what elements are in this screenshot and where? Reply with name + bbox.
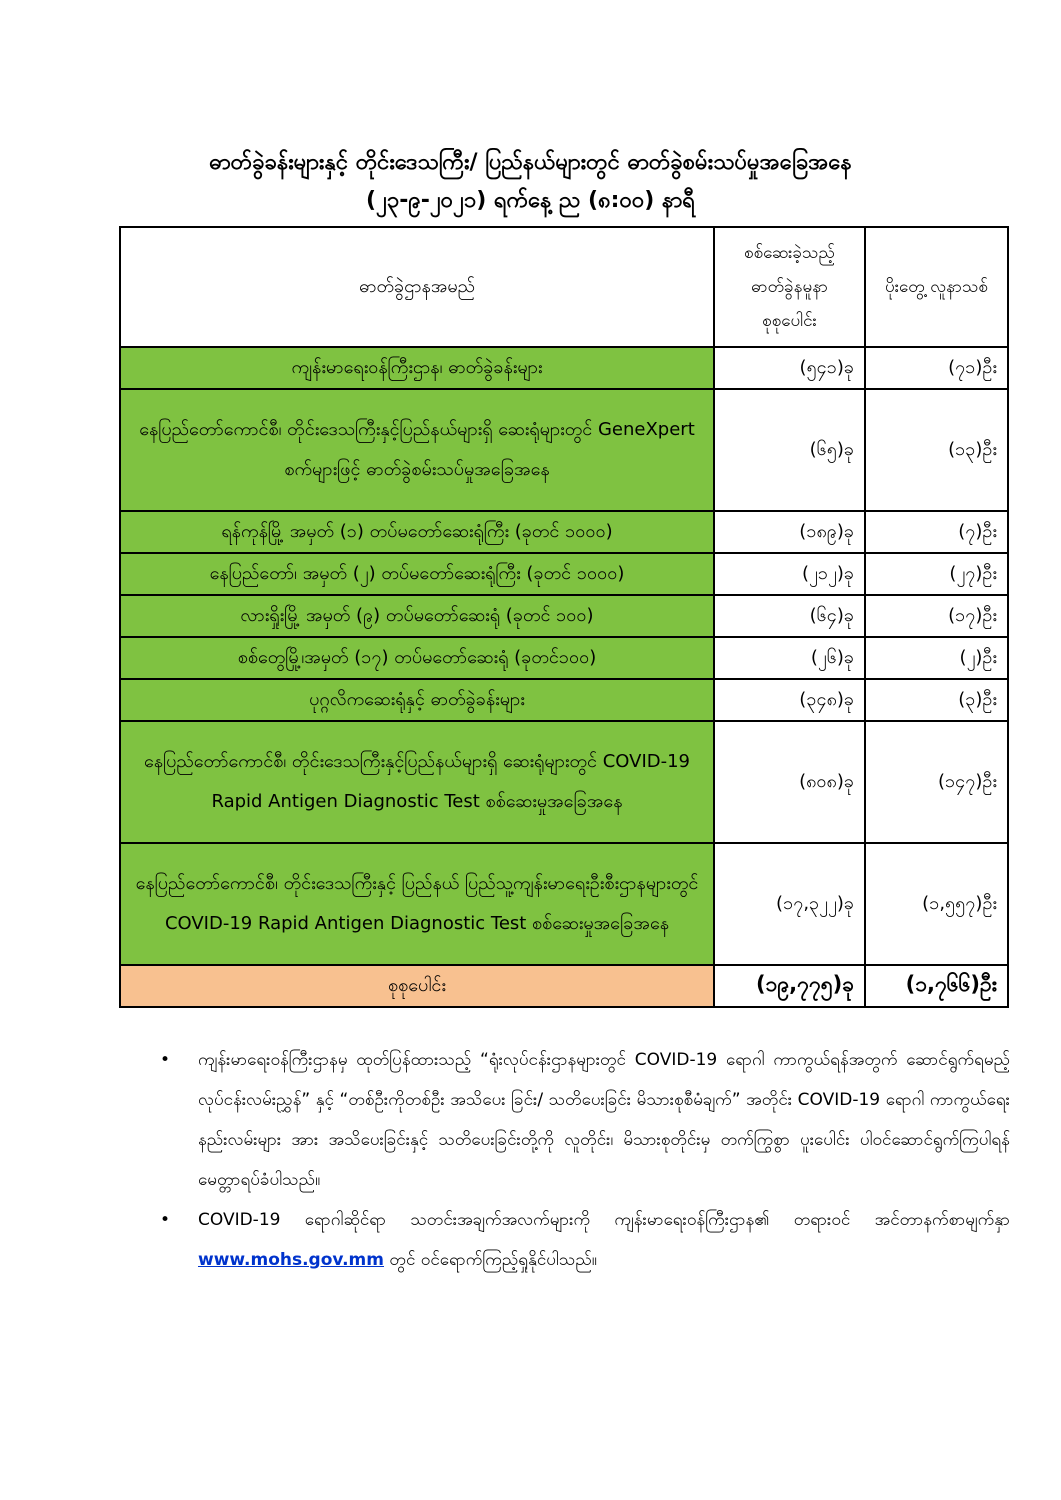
row-tested: (၃၄၈)ခု: [714, 679, 865, 721]
row-tested: (၂၆)ခု: [714, 637, 865, 679]
total-positive: (၁,၇၆၆)ဦး: [865, 965, 1008, 1007]
row-positive: (၂)ဦး: [865, 637, 1008, 679]
total-tested: (၁၉,၇၇၅)ခု: [714, 965, 865, 1007]
table-row: [120, 389, 1008, 511]
table-total-row: [120, 965, 1008, 1007]
note-text-before: COVID-19 ရောဂါဆိုင်ရာ သတင်းအချက်အလက်များကို ကျန်းမာရေးဝန်ကြီးဌာန၏ တရားဝင် အင်တာနက်စာမျက်နှာ: [198, 1210, 1010, 1230]
note-item-guidelines: [160, 1040, 1010, 1200]
row-lab-name: လားရှိုးမြို့ အမှတ် (၉) တပ်မတော်ဆေးရုံ (ခုတင် ၁၀၀): [120, 595, 714, 637]
row-tested: (၂၁၂)ခု: [714, 553, 865, 595]
row-lab-name: နေပြည်တော်ကောင်စီ၊ တိုင်းဒေသကြီးနှင့်ပြည်နယ်များရှိ ဆေးရုံများတွင် COVID-19 Rapid Antigen Diagnostic Test စစ်ဆေးမှုအခြေအနေ: [120, 721, 714, 843]
row-tested: (၆၄)ခု: [714, 595, 865, 637]
row-positive: (၁၄၇)ဦး: [865, 721, 1008, 843]
title-line-2: (၂၃-၉-၂၀၂၁) ရက်နေ့ ည (၈:၀၀) နာရီ: [366, 188, 695, 213]
mohs-website-link[interactable]: www.mohs.gov.mm: [198, 1250, 384, 1270]
testing-table: [119, 226, 1009, 1008]
table-row: [120, 347, 1008, 389]
row-lab-name: ပုဂ္ဂလိကဆေးရုံနှင့် ဓာတ်ခွဲခန်းများ: [120, 679, 714, 721]
row-tested: (၅၄၁)ခု: [714, 347, 865, 389]
row-lab-name: ကျန်းမာရေးဝန်ကြီးဌာန၊ ဓာတ်ခွဲခန်းများ: [120, 347, 714, 389]
row-lab-name: နေပြည်တော်ကောင်စီ၊ တိုင်းဒေသကြီးနှင့်ပြည်နယ်များရှိ ဆေးရုံများတွင် GeneXpert စက်များဖြင့် ဓာတ်ခွဲစမ်းသပ်မှုအခြေအနေ: [120, 389, 714, 511]
header-lab-name: ဓာတ်ခွဲဌာနအမည်: [120, 227, 714, 347]
table-row: [120, 511, 1008, 553]
row-lab-name: နေပြည်တော်ကောင်စီ၊ တိုင်းဒေသကြီးနှင့် ပြည်နယ် ပြည်သူ့ကျန်းမာရေးဦးစီးဌာနများတွင် COVID-19 Rapid Antigen Diagnostic Test စစ်ဆေးမှုအခြေအနေ: [120, 843, 714, 965]
row-tested: (၆၅)ခု: [714, 389, 865, 511]
total-label: စုစုပေါင်း: [120, 965, 714, 1007]
table-header-row: [120, 227, 1008, 347]
notes-list: [160, 1040, 1010, 1280]
note-text-after: တွင် ဝင်ရောက်ကြည့်ရှုနိုင်ပါသည်။: [389, 1250, 597, 1270]
bullet-icon: •: [160, 1210, 171, 1230]
row-positive: (၇၁)ဦး: [865, 347, 1008, 389]
row-positive: (၃)ဦး: [865, 679, 1008, 721]
page-title: [0, 144, 1061, 220]
row-lab-name: နေပြည်တော်၊ အမှတ် (၂) တပ်မတော်ဆေးရုံကြီး (ခုတင် ၁၀၀၀): [120, 553, 714, 595]
table-row: [120, 637, 1008, 679]
row-positive: (၁၇)ဦး: [865, 595, 1008, 637]
row-positive: (၁,၅၅၇)ဦး: [865, 843, 1008, 965]
header-new-positive: ပိုးတွေ့ လူနာသစ်: [865, 227, 1008, 347]
header-tested-total: စစ်ဆေးခဲ့သည့် ဓာတ်ခွဲနမူနာ စုစုပေါင်း: [714, 227, 865, 347]
table-row: [120, 553, 1008, 595]
row-positive: (၇)ဦး: [865, 511, 1008, 553]
row-lab-name: ရန်ကုန်မြို့ အမှတ် (၁) တပ်မတော်ဆေးရုံကြီး (ခုတင် ၁၀၀၀): [120, 511, 714, 553]
bullet-icon: •: [160, 1050, 171, 1070]
title-line-1: ဓာတ်ခွဲခန်းများနှင့် တိုင်းဒေသကြီး/ ပြည်နယ်များတွင် ဓာတ်ခွဲစမ်းသပ်မှုအခြေအနေ: [209, 150, 852, 175]
table-row: [120, 679, 1008, 721]
row-lab-name: စစ်တွေမြို့၊အမှတ် (၁၇) တပ်မတော်ဆေးရုံ (ခုတင်၁၀၀): [120, 637, 714, 679]
table-row: [120, 595, 1008, 637]
row-tested: (၁၈၉)ခု: [714, 511, 865, 553]
row-positive: (၁၃)ဦး: [865, 389, 1008, 511]
row-tested: (၁၇,၃၂၂)ခု: [714, 843, 865, 965]
row-positive: (၂၇)ဦး: [865, 553, 1008, 595]
row-tested: (၈၀၈)ခု: [714, 721, 865, 843]
table-row: [120, 843, 1008, 965]
note-text: ကျန်းမာရေးဝန်ကြီးဌာနမှ ထုတ်ပြန်ထားသည့် “ရုံးလုပ်ငန်းဌာနများတွင် COVID-19 ရောဂါ ကာကွယ်ရန်အတွက် ဆောင်ရွက်ရမည့် လုပ်ငန်းလမ်းညွှန်” နှင့် “တစ်ဦးကိုတစ်ဦး အသိပေး ခြင်း/ သတိပေးခြင်း မိသားစုစီမံချက်” အတိုင်း COVID-19 ရောဂါ ကာကွယ်ရေးနည်းလမ်းများ အား အသိပေးခြင်းနှင့် သတိပေးခြင်းတို့ကို လူတိုင်း၊ မိသားစုတိုင်းမှ တက်ကြွစွာ ပူးပေါင်း ပါဝင်ဆောင်ရွက်ကြပါရန် မေတ္တာရပ်ခံပါသည်။: [198, 1050, 1010, 1190]
table-row: [120, 721, 1008, 843]
note-item-website: [160, 1200, 1010, 1280]
